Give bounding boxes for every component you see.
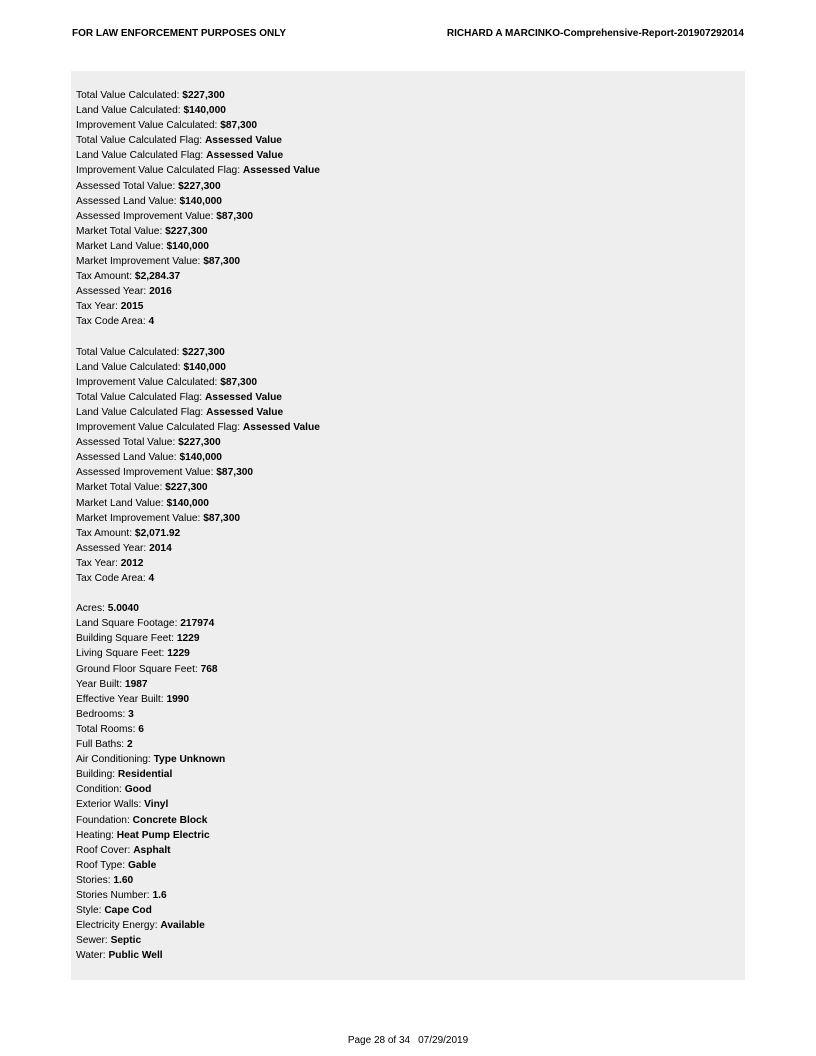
field-label: Tax Amount [76, 527, 130, 539]
field-value: $227,300 [165, 482, 208, 494]
field-value: $140,000 [179, 452, 222, 464]
field-row: Foundation: Concrete Block [76, 814, 208, 826]
field-row: Assessed Total Value: $227,300 [76, 180, 221, 192]
property-section [76, 601, 745, 963]
field-value: $227,300 [182, 90, 225, 101]
field-value: Assessed Value [242, 165, 320, 177]
field-value: 4 [148, 573, 155, 584]
field-label: Improvement Value Calculated Flag [76, 422, 238, 434]
field-label: Style [76, 905, 99, 917]
field-value: Concrete Block [132, 814, 208, 826]
property-section [76, 345, 745, 587]
field-row: Year Built: 1987 [76, 678, 148, 690]
field-value: Asphalt [133, 844, 171, 856]
field-value: 4 [148, 316, 155, 328]
field-label: Foundation [76, 814, 127, 826]
field-label: Sewer [76, 935, 105, 947]
field-row: Roof Cover: Asphalt [76, 844, 171, 856]
field-row: Stories Number: 1.6 [76, 889, 167, 901]
field-value: $87,300 [216, 467, 254, 479]
field-value: $140,000 [166, 497, 209, 509]
field-label: Assessed Total Value [76, 437, 173, 449]
report-date: 07/29/2019 [418, 1035, 469, 1046]
field-row: Acres: 5.0040 [76, 603, 139, 615]
field-row: Tax Year: 2015 [76, 301, 144, 313]
field-value: $227,300 [178, 180, 221, 192]
field-value: $140,000 [166, 240, 209, 252]
field-row: Building Square Feet: 1229 [76, 633, 200, 645]
field-label: Ground Floor Square Feet [76, 663, 195, 675]
field-value: Vinyl [144, 799, 169, 811]
field-row: Heating: Heat Pump Electric [76, 829, 210, 841]
field-value: 1.6 [152, 889, 167, 901]
field-row: Tax Code Area: 4 [76, 316, 155, 328]
field-row: Market Total Value: $227,300 [76, 225, 208, 237]
field-row: Improvement Value Calculated Flag: Assessed Value [76, 165, 320, 177]
field-value: $140,000 [183, 105, 226, 117]
field-row: Electricity Energy: Available [76, 920, 205, 932]
field-value: Cape Cod [104, 905, 152, 917]
field-row: Tax Amount: $2,071.92 [76, 527, 181, 539]
field-label: Assessed Improvement Value [76, 210, 211, 222]
field-label: Market Land Value [76, 497, 161, 509]
field-label: Market Total Value [76, 225, 160, 237]
field-value: $227,300 [165, 225, 208, 237]
field-row: Land Value Calculated Flag: Assessed Value [76, 150, 284, 162]
header-disclaimer: FOR LAW ENFORCEMENT PURPOSES ONLY [72, 28, 287, 39]
field-label: Heating [76, 829, 112, 841]
field-value: 1987 [124, 678, 148, 690]
field-row: Roof Type: Gable [76, 859, 157, 871]
field-row: Sewer: Septic [76, 935, 142, 947]
field-label: Condition [76, 784, 120, 796]
field-row: Land Value Calculated Flag: Assessed Value [76, 406, 284, 418]
field-row: Improvement Value Calculated: $87,300 [76, 120, 258, 132]
field-label: Market Improvement Value [76, 256, 198, 268]
field-value: Heat Pump Electric [116, 829, 210, 841]
field-value: $140,000 [183, 361, 226, 373]
field-label: Market Total Value [76, 482, 160, 494]
field-label: Total Value Calculated Flag [76, 391, 200, 403]
field-row: Market Improvement Value: $87,300 [76, 256, 241, 268]
field-row: Water: Public Well [76, 950, 163, 962]
field-value: $87,300 [220, 376, 258, 388]
field-value: 2014 [149, 542, 172, 554]
field-value: 2012 [120, 557, 144, 569]
field-row: Stories: 1.60 [76, 874, 134, 886]
field-row: Air Conditioning: Type Unknown [76, 754, 226, 766]
field-value: $87,300 [216, 210, 254, 222]
field-value: 1990 [166, 693, 190, 705]
field-label: Stories Number [76, 889, 147, 901]
field-row: Assessed Total Value: $227,300 [76, 437, 221, 449]
field-value: $2,284.37 [134, 271, 181, 283]
field-value: Assessed Value [204, 391, 282, 403]
field-row: Bedrooms: 3 [76, 708, 134, 720]
field-row: Improvement Value Calculated: $87,300 [76, 376, 258, 388]
field-label: Exterior Walls [76, 799, 139, 811]
field-label: Assessed Year [76, 286, 144, 298]
field-value: 1229 [176, 633, 200, 645]
field-row: Land Square Footage: 217974 [76, 618, 215, 630]
field-row: Exterior Walls: Vinyl [76, 799, 169, 811]
field-label: Market Land Value [76, 240, 161, 252]
field-label: Assessed Total Value [76, 180, 173, 192]
field-label: Assessed Land Value [76, 452, 174, 464]
field-row: Effective Year Built: 1990 [76, 693, 190, 705]
field-row: Ground Floor Square Feet: 768 [76, 663, 218, 675]
field-value: 217974 [180, 618, 215, 630]
field-row: Market Improvement Value: $87,300 [76, 512, 241, 524]
field-row: Tax Amount: $2,284.37 [76, 271, 181, 283]
field-label: Land Value Calculated Flag [76, 150, 201, 162]
field-value: Septic [110, 935, 142, 947]
field-value: Assessed Value [242, 422, 320, 434]
field-row: Land Value Calculated: $140,000 [76, 105, 226, 117]
field-label: Bedrooms [76, 708, 123, 720]
field-value: 3 [128, 708, 134, 720]
field-row: Living Square Feet: 1229 [76, 648, 190, 660]
field-label: Land Value Calculated [76, 361, 178, 373]
field-row: Tax Code Area: 4 [76, 573, 155, 584]
field-row: Assessed Year: 2016 [76, 286, 172, 298]
field-label: Full Baths [76, 739, 122, 751]
field-row: Assessed Year: 2014 [76, 542, 172, 554]
field-value: Available [160, 920, 205, 932]
field-label: Year Built [76, 678, 120, 690]
field-row: Improvement Value Calculated Flag: Assessed Value [76, 422, 320, 434]
field-label: Market Improvement Value [76, 512, 198, 524]
field-label: Assessed Improvement Value [76, 467, 211, 479]
field-label: Water [76, 950, 103, 962]
field-label: Total Rooms [76, 723, 133, 735]
property-details-panel [71, 71, 745, 980]
field-value: 5.0040 [107, 603, 139, 615]
field-value: Assessed Value [206, 150, 284, 162]
field-label: Air Conditioning [76, 754, 148, 766]
field-value: 2015 [120, 301, 144, 313]
field-value: Public Well [108, 950, 163, 962]
field-label: Total Value Calculated [76, 90, 177, 101]
field-row: Market Total Value: $227,300 [76, 482, 208, 494]
field-row: Land Value Calculated: $140,000 [76, 361, 226, 373]
field-value: 2016 [149, 286, 172, 298]
field-value: Assessed Value [206, 406, 284, 418]
field-row: Total Value Calculated: $227,300 [76, 346, 225, 358]
field-label: Total Value Calculated [76, 346, 177, 358]
field-value: Type Unknown [153, 754, 226, 766]
field-label: Acres [76, 603, 103, 615]
field-value: $140,000 [179, 195, 222, 207]
field-row: Assessed Improvement Value: $87,300 [76, 467, 254, 479]
field-value: 2 [126, 739, 133, 751]
field-value: $87,300 [203, 512, 241, 524]
field-label: Living Square Feet [76, 648, 162, 660]
field-row: Total Value Calculated Flag: Assessed Value [76, 391, 282, 403]
field-label: Total Value Calculated Flag [76, 135, 200, 147]
field-row: Tax Year: 2012 [76, 557, 144, 569]
field-row: Total Value Calculated Flag: Assessed Value [76, 135, 282, 147]
field-label: Roof Cover [76, 844, 128, 856]
field-row: Market Land Value: $140,000 [76, 240, 209, 252]
field-value: $87,300 [220, 120, 258, 132]
field-label: Land Square Footage [76, 618, 175, 630]
field-value: Gable [127, 859, 157, 871]
field-label: Assessed Year [76, 542, 144, 554]
field-label: Building [76, 769, 113, 781]
field-row: Total Value Calculated: $227,300 [76, 90, 225, 101]
field-label: Tax Code Area [76, 573, 143, 584]
field-label: Effective Year Built [76, 693, 161, 705]
field-value: 1.60 [113, 874, 134, 886]
field-value: Residential [117, 769, 173, 781]
property-section [76, 88, 745, 330]
field-row: Condition: Good [76, 784, 152, 796]
field-row: Total Rooms: 6 [76, 723, 144, 735]
field-value: Good [124, 784, 152, 796]
field-label: Electricity Energy [76, 920, 155, 932]
page-footer [0, 1035, 816, 1047]
field-row: Market Land Value: $140,000 [76, 497, 209, 509]
field-row: Assessed Improvement Value: $87,300 [76, 210, 254, 222]
page-number: Page 28 of 34 [347, 1035, 411, 1046]
field-value: 1229 [167, 648, 190, 660]
header-report-title: RICHARD A MARCINKO-Comprehensive-Report-201907292014 [446, 28, 744, 39]
field-label: Tax Code Area [76, 316, 143, 328]
field-value: $87,300 [203, 256, 241, 268]
field-row: Assessed Land Value: $140,000 [76, 452, 222, 464]
field-row: Style: Cape Cod [76, 905, 152, 917]
field-value: $227,300 [178, 437, 221, 449]
field-value: 6 [138, 723, 144, 735]
field-label: Improvement Value Calculated Flag [76, 165, 238, 177]
field-label: Tax Year [76, 557, 116, 569]
field-row: Full Baths: 2 [76, 739, 133, 751]
field-value: Assessed Value [204, 135, 282, 147]
field-label: Stories [76, 874, 108, 886]
field-label: Tax Amount [76, 271, 130, 283]
field-label: Assessed Land Value [76, 195, 174, 207]
field-value: $227,300 [182, 346, 225, 358]
field-label: Land Value Calculated [76, 105, 178, 117]
field-label: Tax Year [76, 301, 116, 313]
field-value: $2,071.92 [134, 527, 181, 539]
field-label: Improvement Value Calculated [76, 120, 215, 132]
field-value: 768 [200, 663, 218, 675]
field-row: Assessed Land Value: $140,000 [76, 195, 222, 207]
field-label: Roof Type [76, 859, 123, 871]
field-label: Land Value Calculated Flag [76, 406, 201, 418]
field-label: Building Square Feet [76, 633, 172, 645]
field-row: Building: Residential [76, 769, 173, 781]
field-label: Improvement Value Calculated [76, 376, 215, 388]
